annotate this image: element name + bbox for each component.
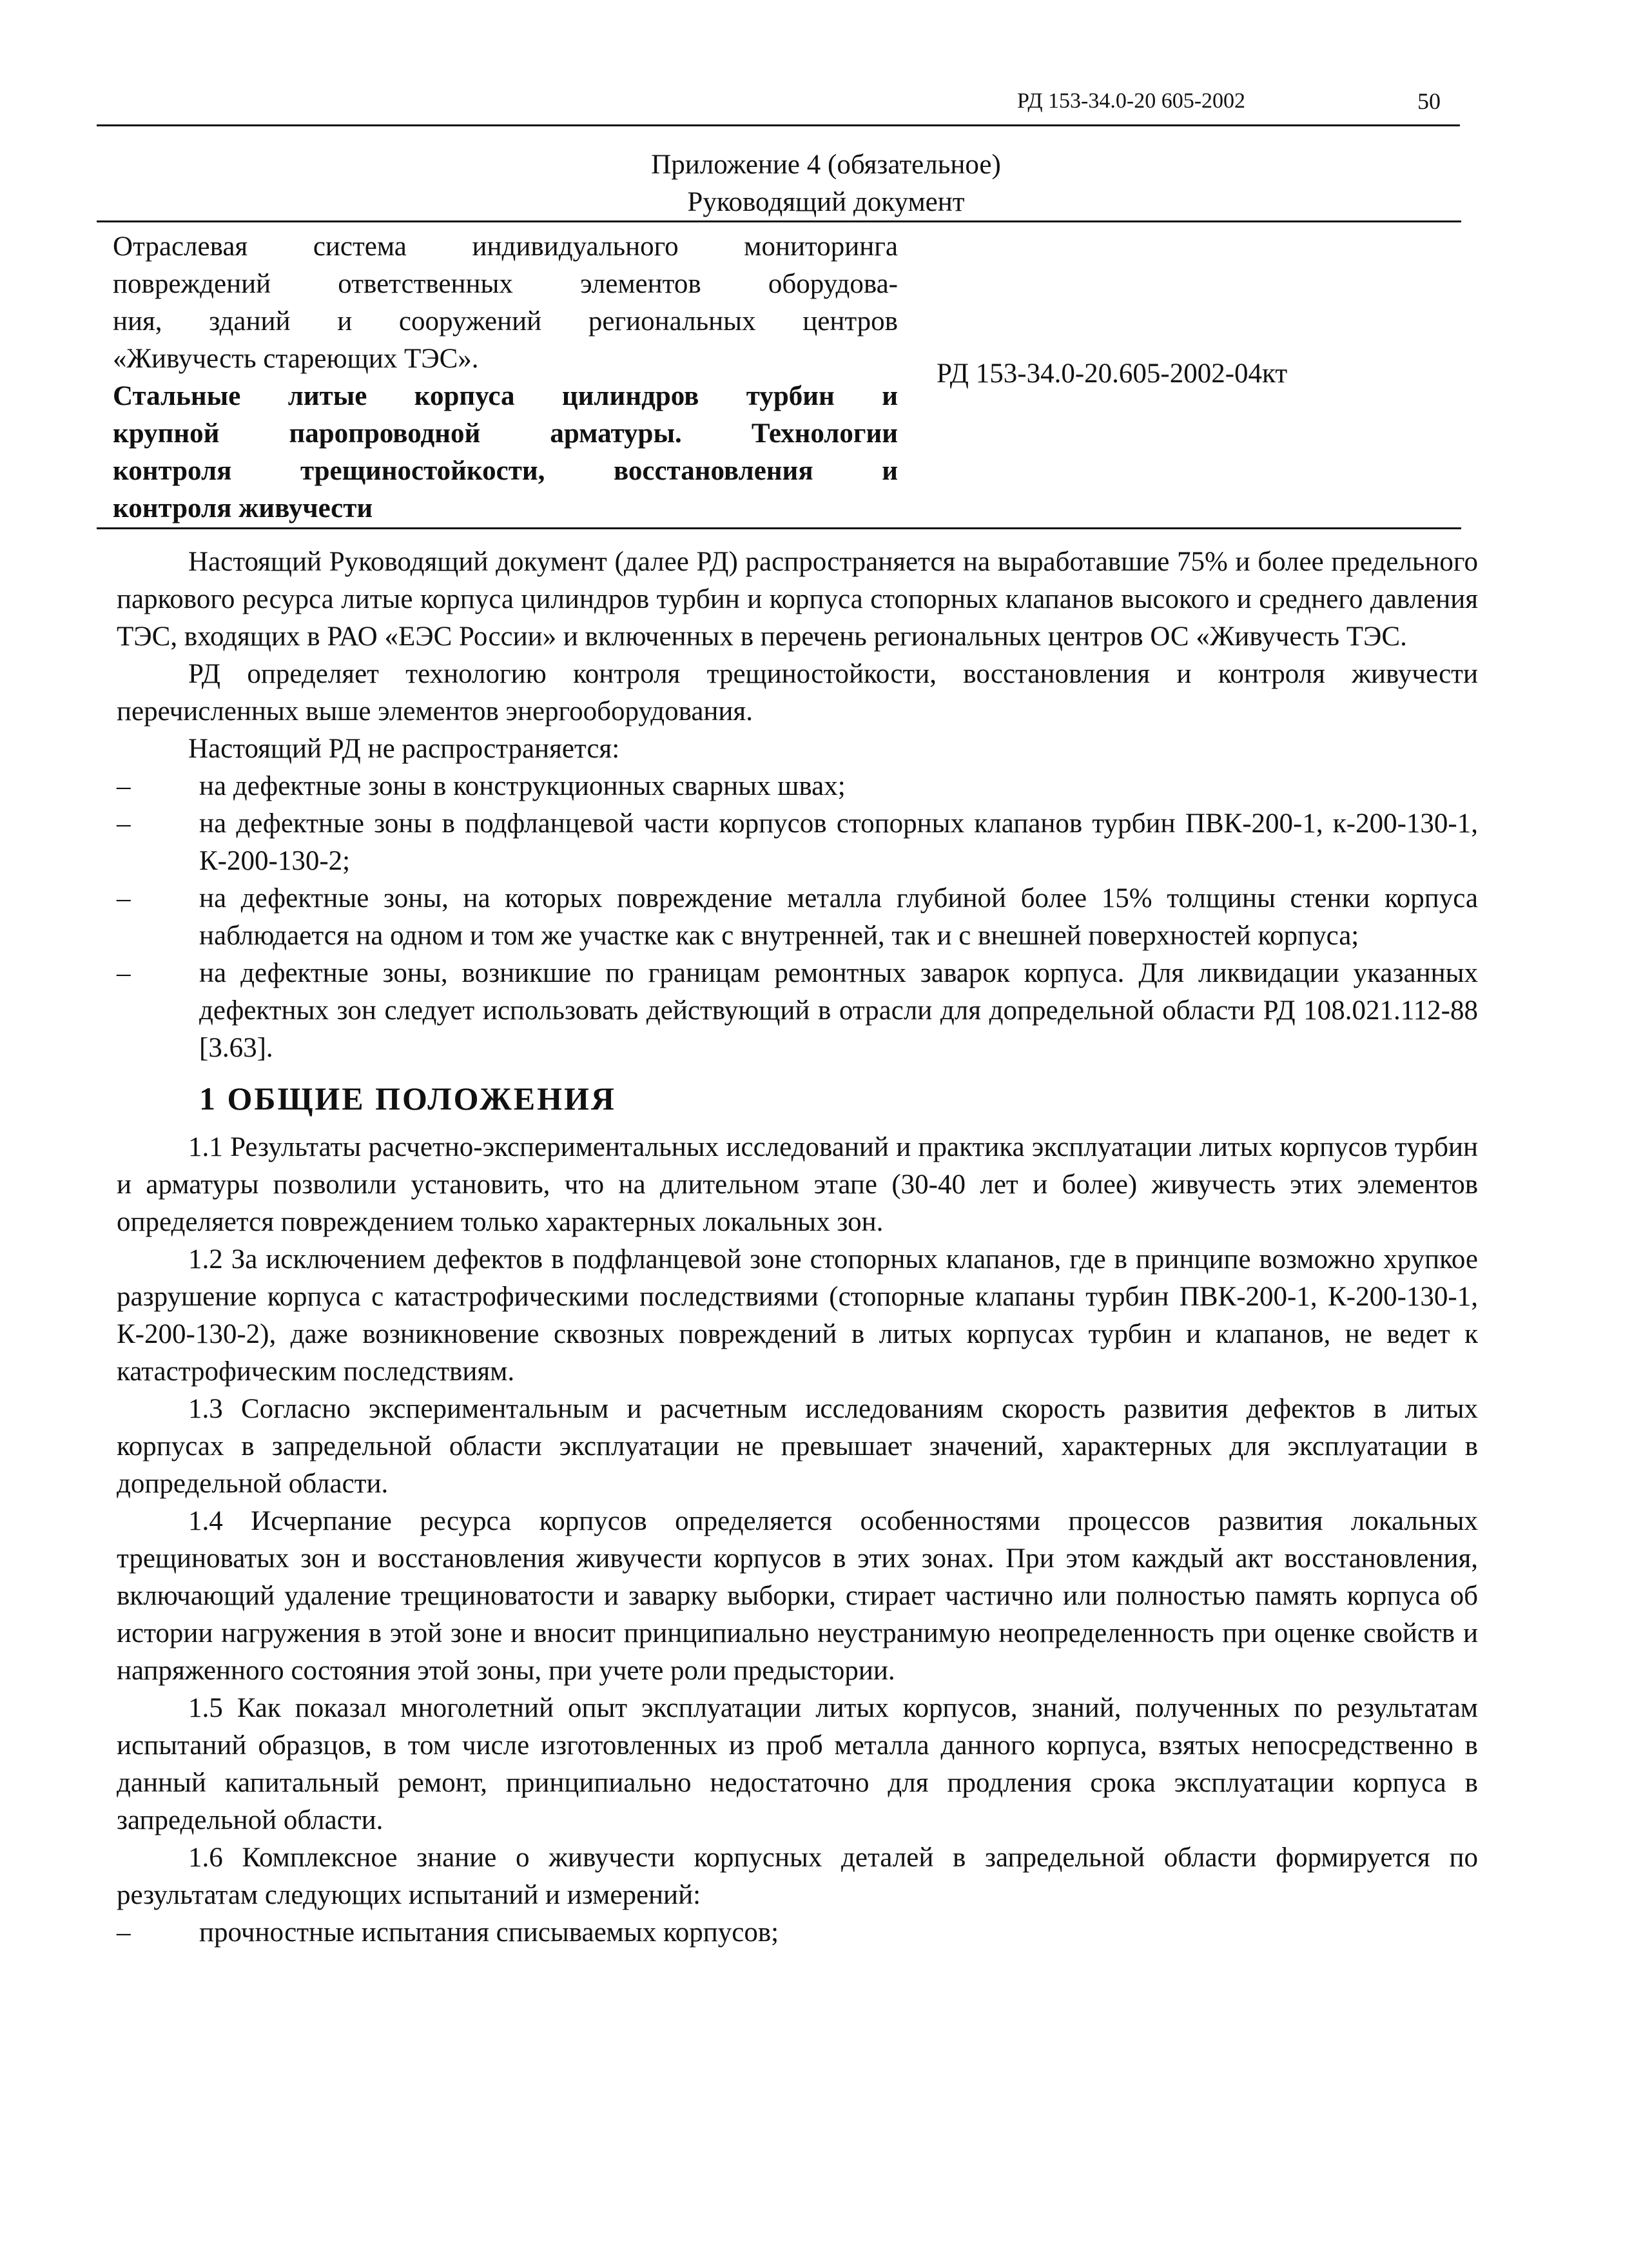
section-paragraph: 1.5 Как показал многолетний опыт эксплуатации литых корпусов, знаний, полученных по результатам испытаний образцов, в том числе изготовленных из проб металла данного корпуса, взятых непосредственно в данный капитальный ремонт, принципиально недостаточно для продления срока эксплуатации корпуса в запредельной области. bbox=[117, 1693, 1478, 1835]
exclusion-text: на дефектные зоны в подфланцевой части корпусов стопорных клапанов турбин ПВК-200-1, к-200-130-1, К-200-130-2; bbox=[199, 808, 1478, 876]
section-paragraph: 1.2 За исключением дефектов в подфланцевой зоне стопорных клапанов, где в принципе возможно хрупкое разрушение корпуса с катастрофическими последствиями (стопорные клапаны турбин ПВК-200-1, К-200-130-1, К-200-130-2), даже возникновение сквозных повреждений в литых корпусах турбин и клапанов, не ведет к катастрофическим последствиям. bbox=[117, 1244, 1478, 1387]
section-paragraph: 1.1 Результаты расчетно-экспериментальных исследований и практика эксплуатации литых корпусов турбин и арматуры позволили установить, что на длительном этапе (30-40 лет и более) живучесть этих элементов определяется повреждением только характерных локальных зон. bbox=[117, 1132, 1478, 1237]
list-dash: – bbox=[117, 883, 131, 914]
doc-description bbox=[113, 228, 898, 527]
exclusion-text: на дефектные зоны в конструкционных сварных швах; bbox=[199, 771, 846, 801]
intro-paragraph: Настоящий РД не распространяется: bbox=[188, 734, 620, 764]
doc-table-bottom-rule bbox=[97, 527, 1461, 529]
section-paragraph: 1.3 Согласно экспериментальным и расчетным исследованиям скорость развития дефектов в литых корпусах в запредельной области эксплуатации не превышает значений, характерных для эксплуатации в допредельной области. bbox=[117, 1394, 1478, 1499]
running-header-doc-code: РД 153-34.0-20 605-2002 bbox=[1017, 89, 1246, 113]
doc-subject-line: контроля живучести bbox=[113, 493, 373, 523]
doc-description-line: Отраслевая система индивидуального мониторинга bbox=[113, 231, 898, 262]
list-dash: – bbox=[117, 771, 131, 801]
exclusion-text: на дефектные зоны, на которых повреждение металла глубиной более 15% толщины стенки корпуса наблюдается на одном и том же участке как с внутренней, так и с внешней поверхностей корпуса; bbox=[199, 883, 1478, 951]
intro-paragraph: РД определяет технологию контроля трещиностойкости, восстановления и контроля живучести перечисленных выше элементов энергооборудования. bbox=[117, 659, 1478, 727]
exclusion-text: на дефектные зоны, возникшие по границам ремонтных заварок корпуса. Для ликвидации указанных дефектных зон следует использовать действующий в отрасли для допредельной области РД 108.021.112-88 [3.63]. bbox=[199, 958, 1478, 1063]
doc-table-top-rule bbox=[97, 220, 1461, 222]
list-dash: – bbox=[117, 958, 131, 988]
document-body bbox=[117, 543, 1478, 1951]
doc-subject-line: Стальные литые корпуса цилиндров турбин и bbox=[113, 381, 898, 411]
exclusion-item bbox=[117, 955, 1478, 1067]
doc-subject-line: крупной паропроводной арматуры. Технологии bbox=[113, 418, 898, 449]
doc-table-code: РД 153-34.0-20.605-2002-04кт bbox=[937, 358, 1288, 389]
list-dash: – bbox=[117, 808, 131, 839]
doc-description-line: повреждений ответственных элементов оборудова- bbox=[113, 269, 898, 299]
appendix-subtitle: Руководящий документ bbox=[687, 187, 965, 217]
section-paragraph: 1.6 Комплексное знание о живучести корпусных деталей в запредельной области формируется по результатам следующих испытаний и измерений: bbox=[117, 1843, 1478, 1910]
exclusion-item bbox=[117, 880, 1478, 955]
doc-description-line: ния, зданий и сооружений региональных центров bbox=[113, 306, 898, 337]
intro-paragraph: Настоящий Руководящий документ (далее РД) распространяется на выработавшие 75% и более предельного паркового ресурса литые корпуса цилиндров турбин и корпуса стопорных клапанов высокого и среднего давления ТЭС, входящих в РАО «ЕЭС России» и включенных в перечень региональных центров ОС «Живучесть ТЭС. bbox=[117, 547, 1478, 652]
measurement-text: прочностные испытания списываемых корпусов; bbox=[199, 1917, 779, 1948]
doc-description-line: «Живучесть стареющих ТЭС». bbox=[113, 344, 479, 374]
section-paragraph: 1.4 Исчерпание ресурса корпусов определяется особенностями процессов развития локальных трещиноватых зон и восстановления живучести корпусов в этих зонах. При этом каждый акт восстановления, включающий удаление трещиноватости и заварку выборки, стирает частично или полностью память корпуса об истории нагружения в этой зоне и вносит принципиально неустранимую неопределенность при оценке свойств и напряженного состояния этой зоны, при учете роли предыстории. bbox=[117, 1506, 1478, 1686]
page-number: 50 bbox=[1417, 88, 1441, 114]
appendix-title: Приложение 4 (обязательное) bbox=[651, 150, 1001, 180]
list-dash: – bbox=[117, 1917, 131, 1948]
doc-subject-line: контроля трещиностойкости, восстановления и bbox=[113, 456, 898, 486]
exclusion-item bbox=[117, 768, 1478, 805]
measurement-item bbox=[117, 1914, 1478, 1951]
header-rule bbox=[97, 124, 1460, 126]
section-heading: 1 ОБЩИЕ ПОЛОЖЕНИЯ bbox=[199, 1080, 616, 1117]
exclusion-item bbox=[117, 805, 1478, 880]
